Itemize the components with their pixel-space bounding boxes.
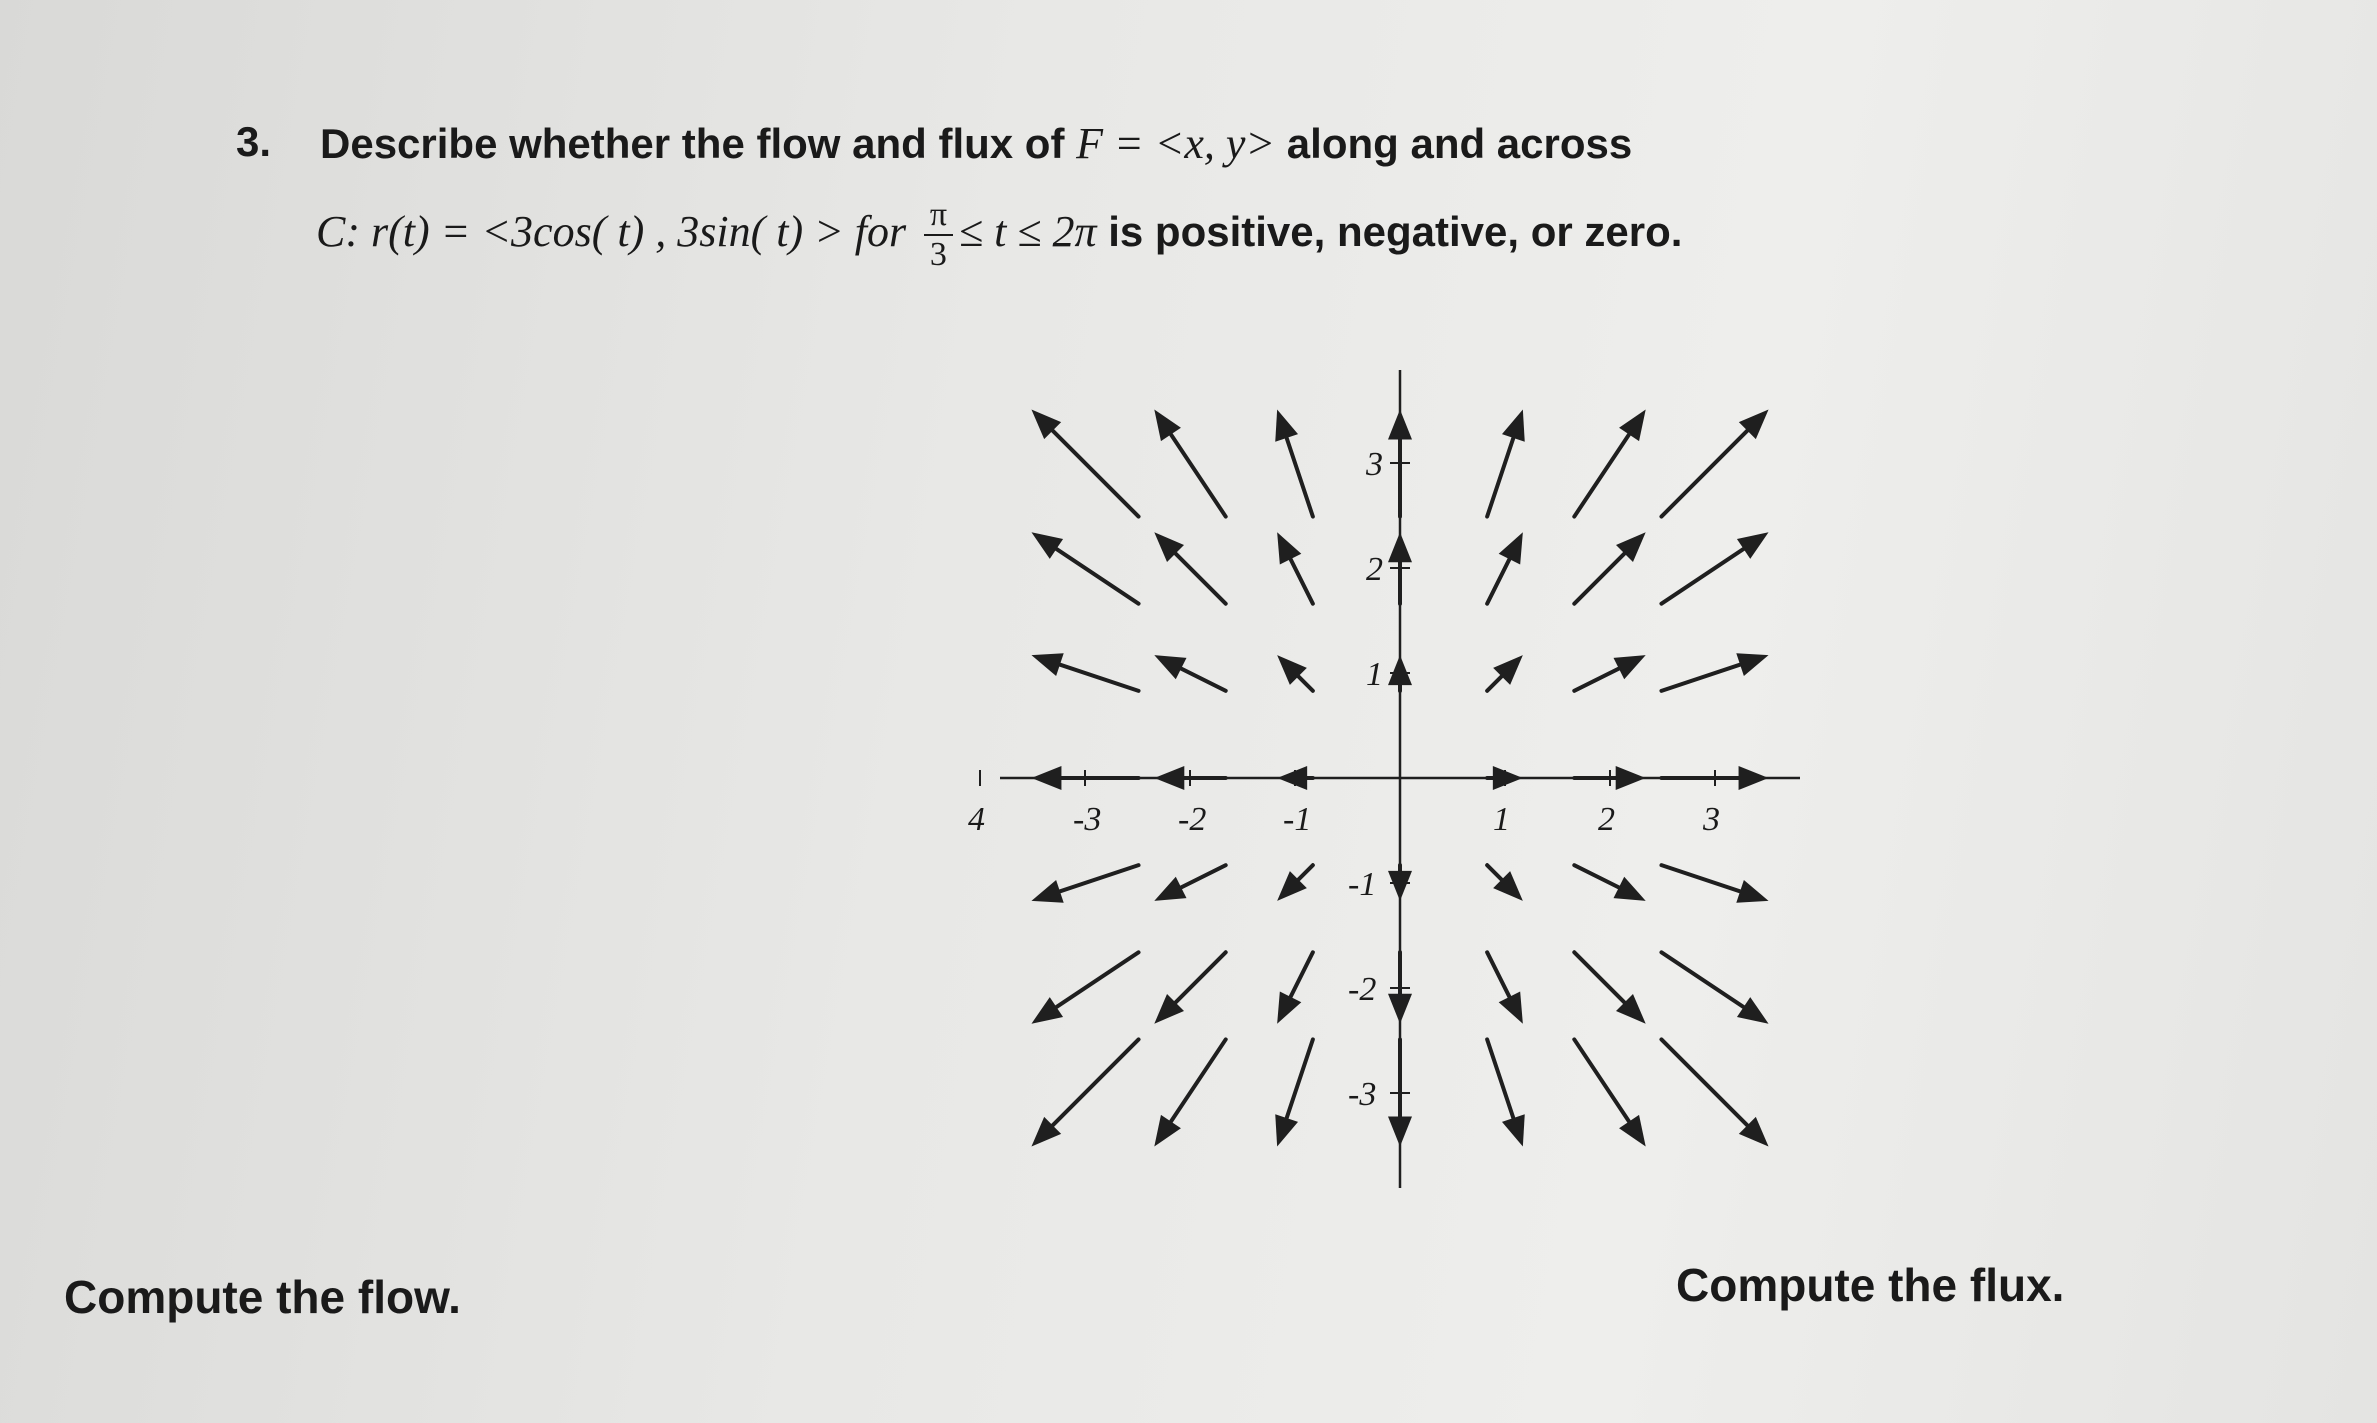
field-arrow — [1277, 952, 1313, 1023]
field-arrow-head — [1739, 766, 1769, 790]
field-arrow — [1661, 409, 1768, 516]
field-arrow — [1031, 409, 1138, 516]
field-arrow — [1487, 655, 1523, 691]
field-arrow — [1661, 653, 1768, 691]
field-arrow-head — [1031, 997, 1063, 1024]
field-arrow-head — [1619, 409, 1646, 441]
field-arrow-head — [1388, 409, 1412, 439]
field-arrow-head — [1499, 532, 1523, 564]
question-text: Describe whether the flow and flux of — [320, 120, 1077, 167]
field-arrow — [1487, 1039, 1525, 1146]
question-text-end: along and across — [1275, 120, 1633, 167]
field-arrow — [1574, 865, 1645, 901]
x-tick-label: 3 — [1703, 801, 1720, 838]
field-arrow — [1031, 1039, 1138, 1146]
field-arrow-head — [1388, 994, 1412, 1024]
field-arrow — [1154, 952, 1225, 1023]
field-arrow-head — [1031, 880, 1063, 903]
field-arrow — [1154, 865, 1225, 901]
field-arrow-shaft — [1661, 952, 1756, 1016]
vector-field-plot — [960, 370, 1860, 1210]
fraction-denominator: 3 — [929, 236, 947, 273]
field-arrow-shaft — [1043, 540, 1138, 604]
field-arrow — [1487, 532, 1523, 603]
field-arrow-head — [1614, 655, 1646, 679]
field-arrow-head — [1388, 532, 1412, 562]
field-arrow-shaft — [1574, 421, 1638, 516]
field-arrow — [1574, 766, 1645, 790]
field-arrow — [1031, 532, 1138, 603]
field-arrow-shaft — [1661, 540, 1756, 604]
field-arrow-head — [1616, 766, 1646, 790]
field-arrow-head — [1154, 409, 1181, 441]
field-arrow — [1154, 766, 1225, 790]
flux-prompt: Compute the flux. — [1676, 1259, 2065, 1311]
field-arrow-head — [1277, 766, 1307, 790]
field-arrow-head — [1275, 1114, 1298, 1146]
field-arrow — [1154, 1039, 1225, 1146]
question-line-2-end: is positive, negative, or zero. — [1096, 208, 1683, 256]
field-arrow — [1277, 865, 1313, 901]
field-arrow-head — [1502, 409, 1525, 441]
field-arrow-head — [1154, 877, 1186, 901]
question-line-2 — [316, 196, 1682, 274]
field-arrow — [1031, 865, 1138, 903]
field-arrow-head — [1154, 766, 1184, 790]
field-arrow-shaft — [1043, 952, 1138, 1016]
field-arrow-head — [1154, 655, 1186, 679]
fraction-numerator: π — [924, 196, 953, 236]
field-arrow-shaft — [1162, 421, 1226, 516]
field-arrow — [1661, 532, 1768, 603]
field-arrow-head — [1502, 1114, 1525, 1146]
field-arrow — [1031, 653, 1138, 691]
y-tick-label: 1 — [1366, 656, 1383, 693]
field-arrow-shaft — [1661, 419, 1758, 516]
lower-bound-fraction — [924, 196, 953, 274]
field-arrow-head — [1275, 409, 1298, 441]
field-arrow — [1487, 766, 1523, 790]
field-arrow — [1574, 655, 1645, 691]
curve-expression: C: r(t) = <3cos( t) , 3sin( t) > for — [316, 207, 907, 257]
field-arrow-head — [1614, 877, 1646, 901]
field-arrow-head — [1277, 992, 1301, 1024]
field-arrow — [1661, 865, 1768, 903]
field-arrow — [1487, 865, 1523, 901]
field-arrow — [1275, 409, 1313, 516]
y-tick-label: -1 — [1348, 866, 1377, 903]
field-arrow-head — [1388, 871, 1412, 901]
x-tick-label: -1 — [1283, 801, 1312, 838]
field-arrow-head — [1737, 997, 1769, 1024]
field-arrow — [1277, 532, 1313, 603]
field-arrow-shaft — [1162, 1039, 1226, 1134]
question-number: 3. — [236, 118, 272, 165]
field-arrow — [1574, 532, 1645, 603]
vector-field-expression: F = <x, y> — [1076, 119, 1276, 168]
y-tick-label: -2 — [1348, 971, 1377, 1008]
field-arrow — [1277, 655, 1313, 691]
field-arrow — [1031, 952, 1138, 1023]
field-arrow-shaft — [1041, 419, 1138, 516]
field-arrow — [1661, 766, 1768, 790]
field-arrow — [1661, 1039, 1768, 1146]
x-tick-label: 1 — [1493, 801, 1510, 838]
field-arrow — [1154, 409, 1225, 516]
field-arrow — [1574, 409, 1645, 516]
field-arrow — [1574, 952, 1645, 1023]
field-arrow-head — [1031, 766, 1061, 790]
field-arrow-head — [1619, 1115, 1646, 1147]
field-arrow — [1487, 409, 1525, 516]
parameter-inequality: ≤ t ≤ 2π — [958, 207, 1097, 257]
field-arrow-head — [1277, 532, 1301, 564]
field-arrow-shaft — [1574, 1039, 1638, 1134]
field-arrow-head — [1154, 1115, 1181, 1147]
field-arrow-head — [1388, 1117, 1412, 1147]
field-arrow-head — [1499, 992, 1523, 1024]
field-arrow — [1661, 952, 1768, 1023]
field-arrow — [1275, 1039, 1313, 1146]
field-arrow — [1487, 952, 1523, 1023]
field-arrow-head — [1031, 653, 1063, 676]
y-tick-label: 3 — [1366, 446, 1383, 483]
field-arrow-head — [1737, 532, 1769, 559]
field-arrow — [1031, 766, 1138, 790]
field-arrow-head — [1736, 653, 1768, 676]
field-arrow-head — [1031, 532, 1063, 559]
x-tick-label: -3 — [1073, 801, 1102, 838]
x-tick-label: -2 — [1178, 801, 1207, 838]
question-line-1 — [320, 118, 1632, 169]
field-arrow-shaft — [1041, 1039, 1138, 1136]
field-arrow — [1154, 532, 1225, 603]
field-arrow — [1574, 1039, 1645, 1146]
y-tick-label: 2 — [1366, 551, 1383, 588]
field-arrow-head — [1493, 766, 1523, 790]
x-tick-label: 4 — [968, 801, 985, 838]
field-arrow-head — [1388, 655, 1412, 685]
field-arrow — [1277, 766, 1313, 790]
x-tick-label: 2 — [1598, 801, 1615, 838]
flow-prompt: Compute the flow. — [64, 1271, 461, 1323]
field-arrow-shaft — [1661, 1039, 1758, 1136]
y-tick-label: -3 — [1348, 1076, 1377, 1113]
field-arrow — [1154, 655, 1225, 691]
field-arrow-head — [1736, 880, 1768, 903]
